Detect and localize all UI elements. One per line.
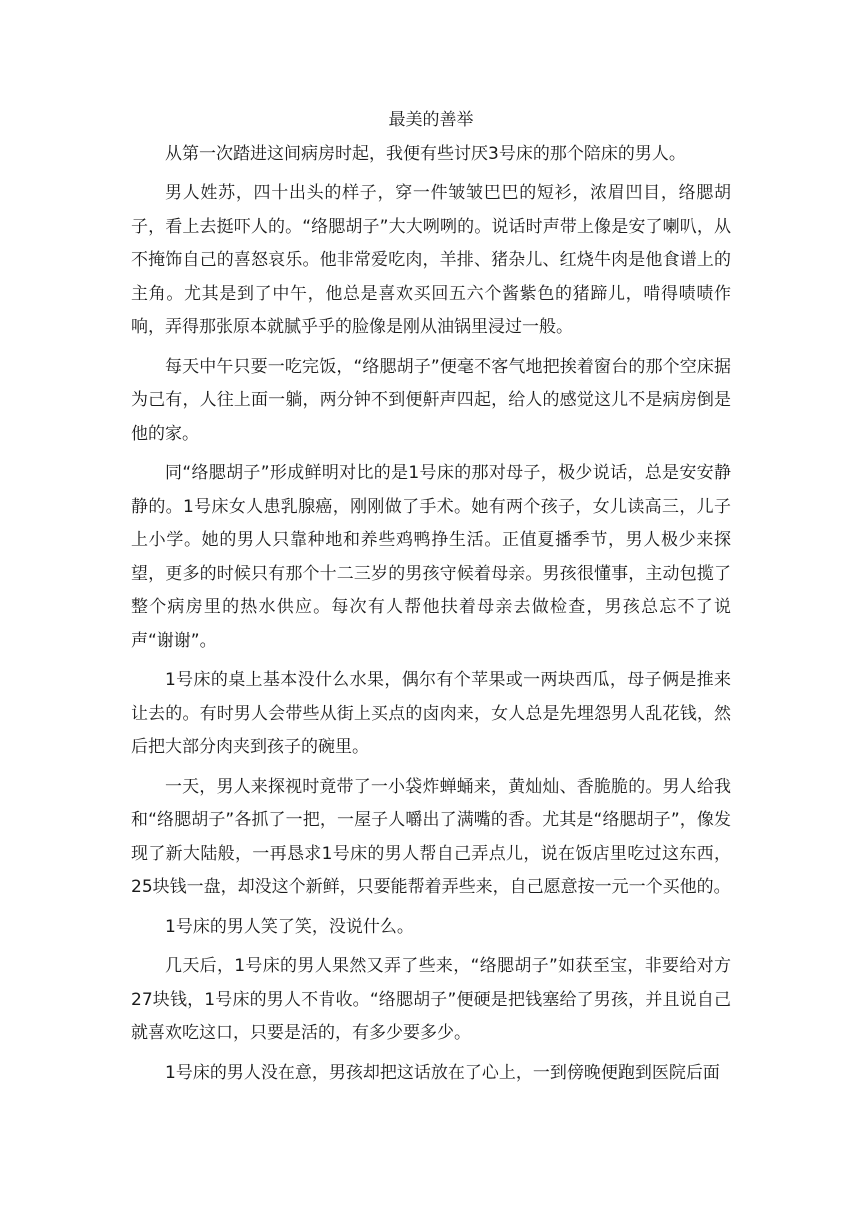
paragraph-5: 1号床的桌上基本没什么水果，偶尔有个苹果或一两块西瓜，母子俩是推来让去的。有时男人会带些从街上买点的卤肉来，女人总是先埋怨男人乱花钱，然后把大部分肉夹到孩子的碗里。 xyxy=(131,670,731,757)
document-body xyxy=(131,104,731,1090)
paragraph-1: 从第一次踏进这间病房时起，我便有些讨厌3号床的那个陪床的男人。 xyxy=(165,143,686,164)
paragraph-7: 1号床的男人笑了笑，没说什么。 xyxy=(165,916,414,937)
paragraph-4: 同“络腮胡子”形成鲜明对比的是1号床的那对母子，极少说话，总是安安静静的。1号床女人患乳腺癌，刚刚做了手术。她有两个孩子，女儿读高三，儿子上小学。她的男人只靠种地和养些鸡鸭挣生活。正值夏播季节，男人极少来探望，更多的时候只有那个十二三岁的男孩守候着母亲。男孩很懂事，主动包揽了整个病房里的热水供应。每次有人帮他扶着母亲去做检查，男孩总忘不了说声“谢谢”。 xyxy=(131,463,731,651)
document-title: 最美的善举 xyxy=(388,110,474,130)
paragraph-6: 一天，男人来探视时竟带了一小袋炸蝉蛹来，黄灿灿、香脆脆的。男人给我和“络腮胡子”各抓了一把，一屋子人嚼出了满嘴的香。尤其是“络腮胡子”，像发现了新大陆般，一再恳求1号床的男人帮自己弄点儿，说在饭店里吃过这东西，25块钱一盘，却没这个新鲜，只要能帮着弄些来，自己愿意按一元一个买他的。 xyxy=(131,776,731,897)
paragraph-9: 1号床的男人没在意，男孩却把这话放在了心上，一到傍晚便跑到医院后面 xyxy=(165,1062,720,1083)
paragraph-2: 男人姓苏，四十出头的样子，穿一件皱皱巴巴的短衫，浓眉凹目，络腮胡子，看上去挺吓人的。“络腮胡子”大大咧咧的。说话时声带上像是安了喇叭，从不掩饰自己的喜怒哀乐。他非常爱吃肉，羊排、猪杂儿、红烧牛肉是他食谱上的主角。尤其是到了中午，他总是喜欢买回五六个酱紫色的猪蹄儿，啃得啧啧作响，弄得那张原本就腻乎乎的脸像是刚从油锅里浸过一般。 xyxy=(131,183,731,337)
paragraph-8: 几天后，1号床的男人果然又弄了些来，“络腮胡子”如获至宝，非要给对方27块钱，1号床的男人不肯收。“络腮胡子”便硬是把钱塞给了男孩，并且说自己就喜欢吃这口，只要是活的，有多少要多少。 xyxy=(131,956,731,1043)
paragraph-3: 每天中午只要一吃完饭，“络腮胡子”便毫不客气地把挨着窗台的那个空床据为己有，人往上面一躺，两分钟不到便鼾声四起，给人的感觉这儿不是病房倒是他的家。 xyxy=(131,356,731,444)
